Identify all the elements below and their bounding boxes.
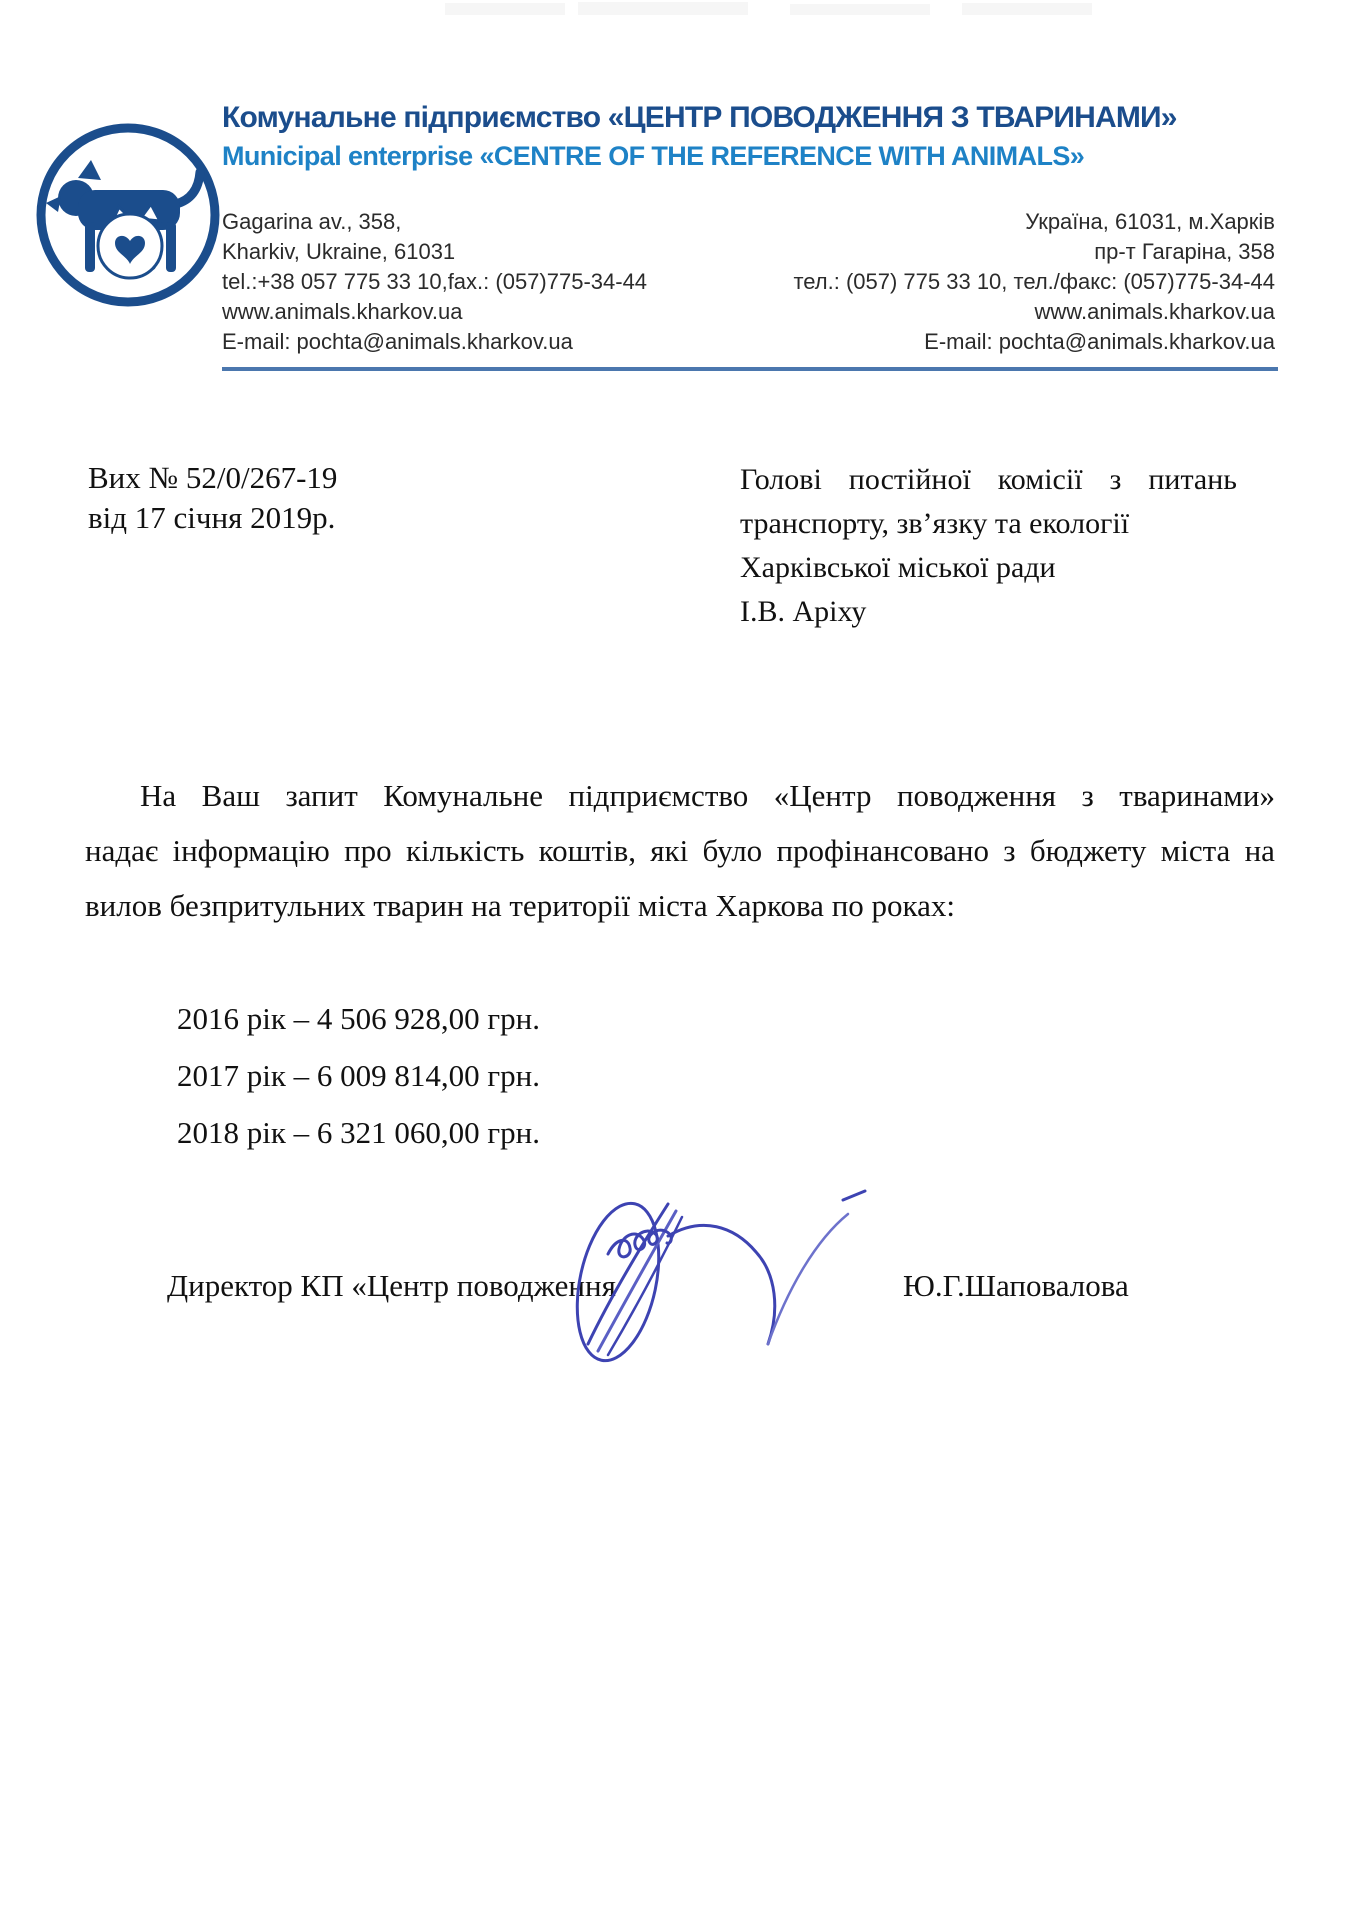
body-line: вилов безпритульних тварин на території міста Харкова по роках: xyxy=(85,888,955,923)
email-line: E-mail: pochta@animals.kharkov.ua xyxy=(924,329,1275,354)
signature-ink-icon xyxy=(550,1158,880,1378)
reference-date: від 17 січня 2019р. xyxy=(88,500,336,535)
dog-muzzle-icon xyxy=(46,196,61,212)
email-line: E-mail: pochta@animals.kharkov.ua xyxy=(222,329,573,354)
dog-leg-icon xyxy=(166,222,176,272)
address-line: Gagarina av., 358, xyxy=(222,209,402,234)
dog-ear-icon xyxy=(78,160,101,180)
website-line: www.animals.kharkov.ua xyxy=(1034,299,1275,324)
dog-and-cat-logo-icon xyxy=(28,112,228,312)
scan-artifact xyxy=(790,4,930,15)
signatory-title: Директор КП «Центр поводження xyxy=(167,1268,616,1303)
recipient-line: Голові постійної комісії з питань xyxy=(740,463,1237,496)
phone-line: тел.: (057) 775 33 10, тел./факс: (057)775-34-44 xyxy=(793,269,1275,294)
dog-tail-icon xyxy=(176,172,200,204)
amount-2018: 2018 рік – 6 321 060,00 грн. xyxy=(177,1115,540,1150)
website-line: www.animals.kharkov.ua xyxy=(222,299,463,324)
contact-block-left xyxy=(222,207,647,357)
contact-block-right xyxy=(793,207,1275,357)
reference-number: Вих № 52/0/267-19 xyxy=(88,460,338,495)
amount-2017: 2017 рік – 6 009 814,00 грн. xyxy=(177,1058,540,1093)
handwritten-signature xyxy=(550,1158,880,1378)
amount-2016: 2016 рік – 4 506 928,00 грн. xyxy=(177,1001,540,1036)
letterhead-divider xyxy=(222,367,1278,371)
funding-amounts-list xyxy=(177,990,540,1161)
recipient-line: транспорту, зв’язку та екології xyxy=(740,507,1130,540)
address-line: Україна, 61031, м.Харків xyxy=(1025,209,1275,234)
dog-leg-icon xyxy=(85,222,95,272)
org-title-ukrainian: Комунальне підприємство «ЦЕНТР ПОВОДЖЕННЯ З ТВАРИНАМИ» xyxy=(222,101,1177,134)
organization-logo xyxy=(28,112,228,312)
signatory-name: Ю.Г.Шаповалова xyxy=(903,1268,1129,1303)
scan-artifact xyxy=(962,3,1092,15)
address-line: Kharkiv, Ukraine, 61031 xyxy=(222,239,456,264)
recipient-name: І.В. Аріху xyxy=(740,595,867,628)
scan-artifact xyxy=(578,2,748,15)
phone-line: tel.:+38 057 775 33 10,fax.: (057)775-34-44 xyxy=(222,269,648,294)
recipient-line: Харківської міської ради xyxy=(740,551,1056,584)
outgoing-reference-block xyxy=(88,458,337,538)
body-line: На Ваш запит Комунальне підприємство «Центр поводження з тваринами» xyxy=(140,778,1275,813)
scan-artifact xyxy=(445,3,565,15)
org-title-english: Municipal enterprise «CENTRE OF THE REFERENCE WITH ANIMALS» xyxy=(222,141,1085,171)
address-line: пр-т Гагаріна, 358 xyxy=(1094,239,1275,264)
body-line: надає інформацію про кількість коштів, які було профінансовано з бюджету міста на xyxy=(85,833,1275,868)
